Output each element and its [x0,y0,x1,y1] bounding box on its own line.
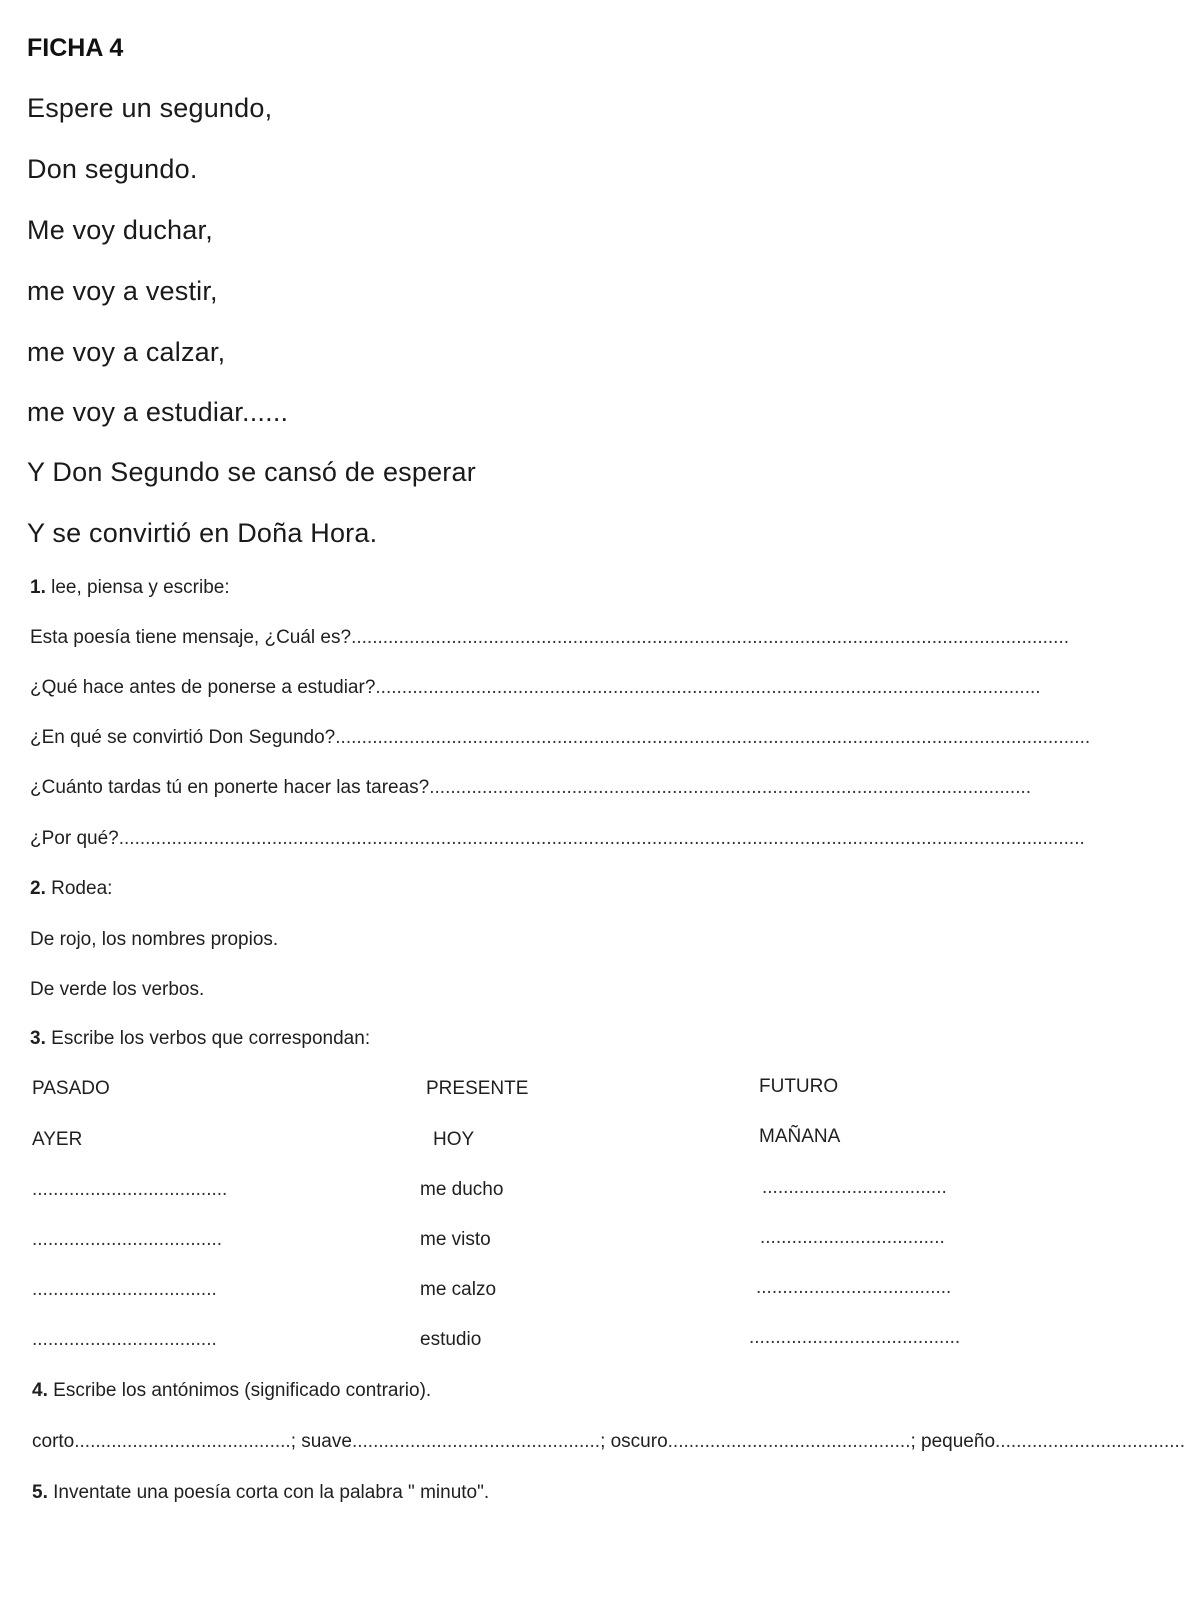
exercise-number: 2. [30,878,46,899]
question-text: ¿En qué se convirtió Don Segundo? [30,727,336,748]
antonym-word: ; pequeño [910,1431,996,1452]
exercise-number: 1. [30,577,46,598]
exercise-instruction: lee, piensa y escribe: [51,577,230,598]
answer-blank[interactable]: .................................... [995,1431,1185,1452]
antonym-word: corto [32,1431,75,1452]
poem-line: me voy a vestir, [27,276,218,306]
exercise-instruction: Rodea: [51,878,113,899]
past-verb-blank[interactable]: ................................... [32,1329,217,1350]
poem-line: me voy a calzar, [27,337,226,367]
column-subheader-future: MAÑANA [759,1126,841,1147]
answer-blank[interactable]: ............................................................................................................................................... [335,727,1091,748]
poem-line: me voy a estudiar...... [27,397,289,427]
question-line[interactable] [30,678,1041,697]
exercise-number: 5. [32,1482,48,1503]
poem-line: Don segundo. [27,154,198,184]
past-verb-blank[interactable]: ................................... [32,1279,217,1300]
question-text: ¿Por qué? [30,828,119,849]
exercise-number: 4. [32,1380,48,1401]
answer-blank[interactable]: .................................................................................................................. [429,777,1032,798]
column-header-present: PRESENTE [426,1078,529,1099]
antonym-word: ; oscuro [600,1431,668,1452]
exercise-number: 3. [30,1028,46,1049]
exercise-3-heading [30,1029,370,1048]
future-verb-blank[interactable]: ................................... [760,1227,945,1248]
exercise-1-heading [30,578,230,597]
present-verb: estudio [420,1329,482,1350]
question-line[interactable] [30,829,1085,848]
column-subheader-present: HOY [433,1129,475,1150]
question-text: ¿Cuánto tardas tú en ponerte hacer las tareas? [30,777,430,798]
answer-blank[interactable]: ......................................... [74,1431,291,1452]
column-header-past: PASADO [32,1078,110,1099]
answer-blank[interactable]: ............................................... [351,1431,601,1452]
question-text: Esta poesía tiene mensaje, ¿Cuál es? [30,627,352,648]
future-verb-blank[interactable]: ................................... [762,1177,947,1198]
poem-line: Y se convirtió en Doña Hora. [27,518,378,548]
question-text: ¿Qué hace antes de ponerse a estudiar? [30,677,376,698]
antonym-word: ; suave [290,1431,352,1452]
answer-blank[interactable]: ....................................................................................................................................................................................... [118,828,1085,849]
question-line[interactable] [30,628,1069,647]
exercise-2-line: De verde los verbos. [30,979,205,1000]
past-verb-blank[interactable]: ..................................... [32,1179,228,1200]
column-subheader-past: AYER [32,1129,83,1150]
column-header-future: FUTURO [759,1076,839,1097]
exercise-instruction: Escribe los verbos que correspondan: [51,1028,371,1049]
answer-blank[interactable]: .............................................. [667,1431,911,1452]
exercise-2-heading [30,879,112,898]
future-verb-blank[interactable]: ..................................... [756,1277,952,1298]
antonyms-line [32,1432,1185,1451]
exercise-5-heading [32,1483,489,1502]
exercise-instruction: Escribe los antónimos (significado contrario). [53,1380,432,1401]
exercise-instruction: Inventate una poesía corta con la palabra " minuto". [53,1482,490,1503]
worksheet-title: FICHA 4 [27,34,124,62]
exercise-4-heading [32,1381,431,1400]
exercise-2-line: De rojo, los nombres propios. [30,929,279,950]
present-verb: me visto [420,1229,491,1250]
present-verb: me ducho [420,1179,504,1200]
answer-blank[interactable]: .............................................................................................................................. [375,677,1041,698]
poem-line: Espere un segundo, [27,93,273,123]
question-line[interactable] [30,778,1031,797]
future-verb-blank[interactable]: ........................................ [749,1327,961,1348]
present-verb: me calzo [420,1279,497,1300]
poem-line: Y Don Segundo se cansó de esperar [27,457,476,487]
poem-line: Me voy duchar, [27,215,213,245]
answer-blank[interactable]: ........................................................................................................................................ [351,627,1069,648]
question-line[interactable] [30,728,1090,747]
past-verb-blank[interactable]: .................................... [32,1229,223,1250]
